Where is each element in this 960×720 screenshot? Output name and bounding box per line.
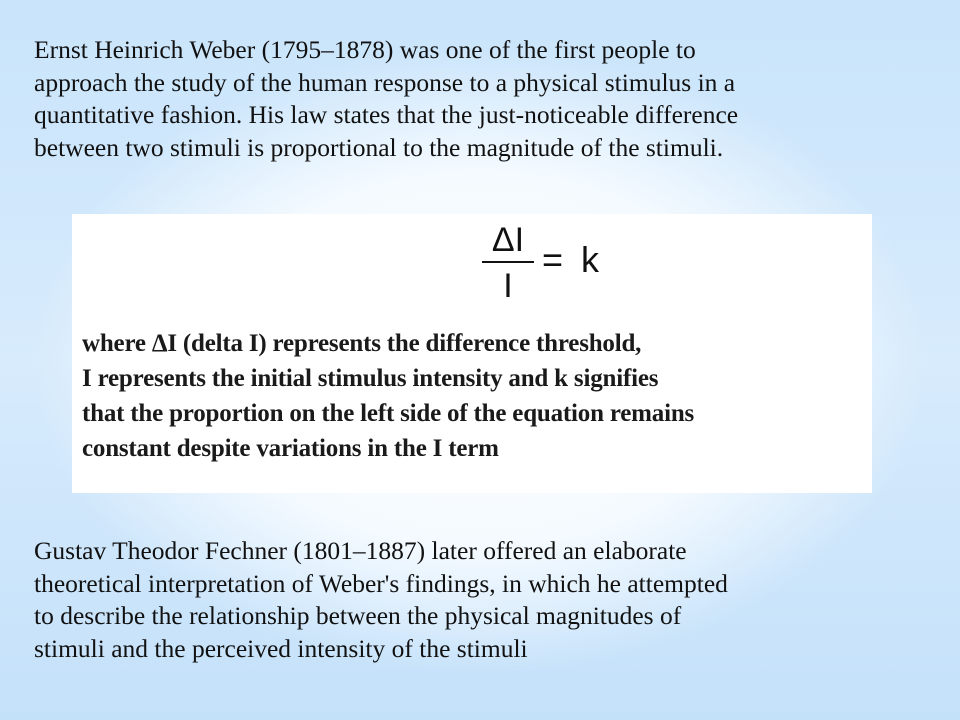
fechner-paragraph: Gustav Theodor Fechner (1801–1887) later offered an elaborate theoretical interpretation of Weber's findings, in which he attempted to describe the relationship between the physical magnitudes of stimuli and the perceived intensity of the stimuli xyxy=(34,536,728,663)
formula-constant: k xyxy=(581,239,600,280)
weber-paragraph: Ernst Heinrich Weber (1795–1878) was one of the first people to approach the study of the human response to a physical stimulus in a quantitative fashion. His law states that the just-noticeable difference between two stimuli is proportional to the magnitude of the stimuli. xyxy=(34,35,739,162)
formula-explanation: where ΔI (delta I) represents the difference threshold, I represents the initial stimulus intensity and k signifies that the proportion on the left side of the equation remains constant despite variations in the I term xyxy=(82,330,695,462)
formula-fraction xyxy=(482,222,534,304)
fraction-bar xyxy=(482,261,534,263)
formula-denominator: I xyxy=(503,267,513,305)
weber-law-formula-image xyxy=(72,214,872,493)
formula-equals-constant xyxy=(542,239,617,281)
formula-numerator: ΔI xyxy=(491,221,525,259)
formula-equals-sign: = xyxy=(542,239,564,280)
